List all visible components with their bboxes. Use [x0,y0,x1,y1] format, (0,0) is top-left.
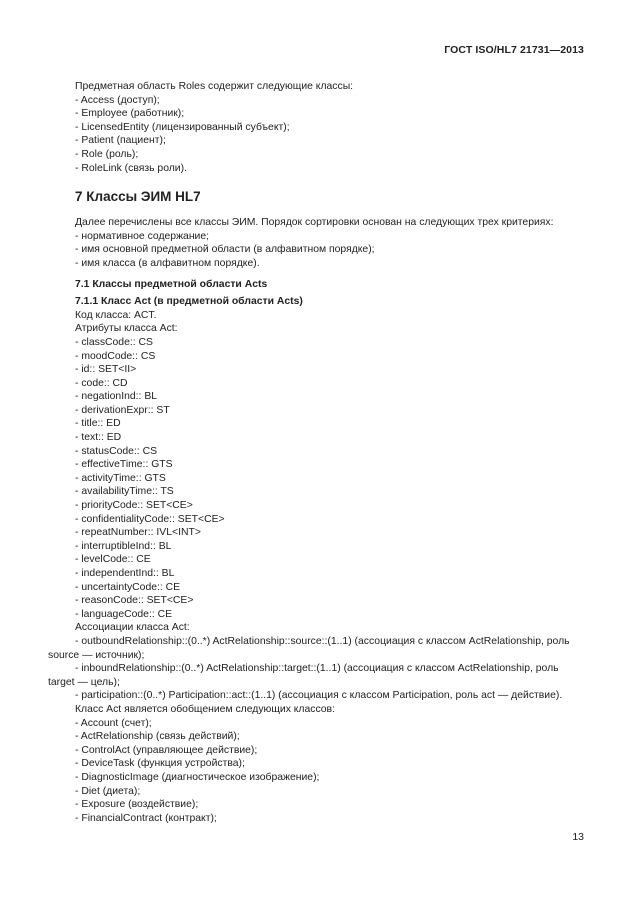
attribute-item: - activityTime:: GTS [75,472,166,484]
generalization-label: Класс Act является обобщением следующих классов: [75,703,335,715]
subclass-item: - DiagnosticImage (диагностическое изображение); [75,771,320,783]
attribute-item: - confidentialityCode:: SET<CE> [75,513,225,525]
attribute-item: - title:: ED [75,418,121,430]
section-7-1-1-heading: 7.1.1 Класс Act (в предметной области Acts) [75,296,303,308]
association-item: - outboundRelationship::(0..*) ActRelationship::source::(1..1) (ассоциация с классом ActRelationship, роль source — источник); [48,635,570,661]
attribute-item: - statusCode:: CS [75,445,158,457]
roles-item-licensedentity: - LicensedEntity (лицензированный субъект); [75,121,290,133]
roles-item-rolelink: - RoleLink (связь роли). [75,162,187,174]
roles-item-access: - Access (доступ); [75,94,160,106]
attributes-label: Атрибуты класса Act: [75,323,178,335]
roles-intro: Предметная область Roles содержит следующие классы: [75,81,354,92]
attribute-item: - negationInd:: BL [75,391,158,403]
subclass-item: - Exposure (воздействие); [75,799,199,811]
attribute-item: - classCode:: CS [75,336,153,348]
attribute-item: - priorityCode:: SET<CE> [75,500,193,512]
page-number: 13 [572,831,584,843]
attribute-item: - id:: SET<II> [75,364,137,376]
roles-item-role: - Role (роль); [75,148,139,160]
attribute-item: - effectiveTime:: GTS [75,459,173,471]
criteria-item: - имя класса (в алфавитном порядке). [75,257,260,269]
subclass-item: - Diet (диета); [75,785,141,797]
section-7-intro: Далее перечислены все классы ЭИМ. Порядок сортировки основан на следующих трех критериях: [75,217,554,229]
attribute-item: - reasonCode:: SET<CE> [75,595,194,607]
attribute-item: - uncertaintyCode:: CE [75,581,181,593]
attribute-item: - repeatNumber:: IVL<INT> [75,527,201,539]
attribute-item: - code:: CD [75,377,128,389]
associations-label: Ассоциации класса Act: [75,622,190,634]
subclass-item: - ControlAct (управляющее действие); [75,744,258,756]
attribute-item: - moodCode:: CS [75,350,156,362]
section-7-heading: 7 Классы ЭИМ HL7 [75,189,201,205]
section-7-1-heading: 7.1 Классы предметной области Acts [75,278,268,290]
roles-item-patient: - Patient (пациент); [75,135,166,147]
subclass-item: - FinancialContract (контракт); [75,812,217,824]
attribute-item: - derivationExpr:: ST [75,404,170,416]
subclass-item: - DeviceTask (функция устройства); [75,758,245,770]
association-item: - participation::(0..*) Participation::act::(1..1) (ассоциация с классом Participation, роль act — действие). [75,690,563,702]
attribute-item: - languageCode:: CE [75,608,173,620]
attribute-item: - levelCode:: CE [75,554,151,566]
attribute-item: - text:: ED [75,432,122,444]
subclass-item: - Account (счет); [75,717,152,729]
subclass-item: - ActRelationship (связь действий); [75,731,240,743]
attribute-item: - availabilityTime:: TS [75,486,174,498]
association-item: - inboundRelationship::(0..*) ActRelationship::target::(1..1) (ассоциация с классом ActRelationship, роль target — цель); [48,663,559,688]
attribute-item: - interruptibleInd:: BL [75,540,172,552]
document-code-header: ГОСТ ISO/HL7 21731—2013 [444,44,584,56]
attribute-item: - independentInd:: BL [75,568,175,579]
criteria-item: - нормативное содержание; [75,230,210,242]
class-code: Код класса: ACT. [75,309,157,321]
document-body [48,80,582,825]
roles-item-employee: - Employee (работник); [75,108,185,120]
criteria-item: - имя основной предметной области (в алфавитном порядке); [75,244,375,256]
